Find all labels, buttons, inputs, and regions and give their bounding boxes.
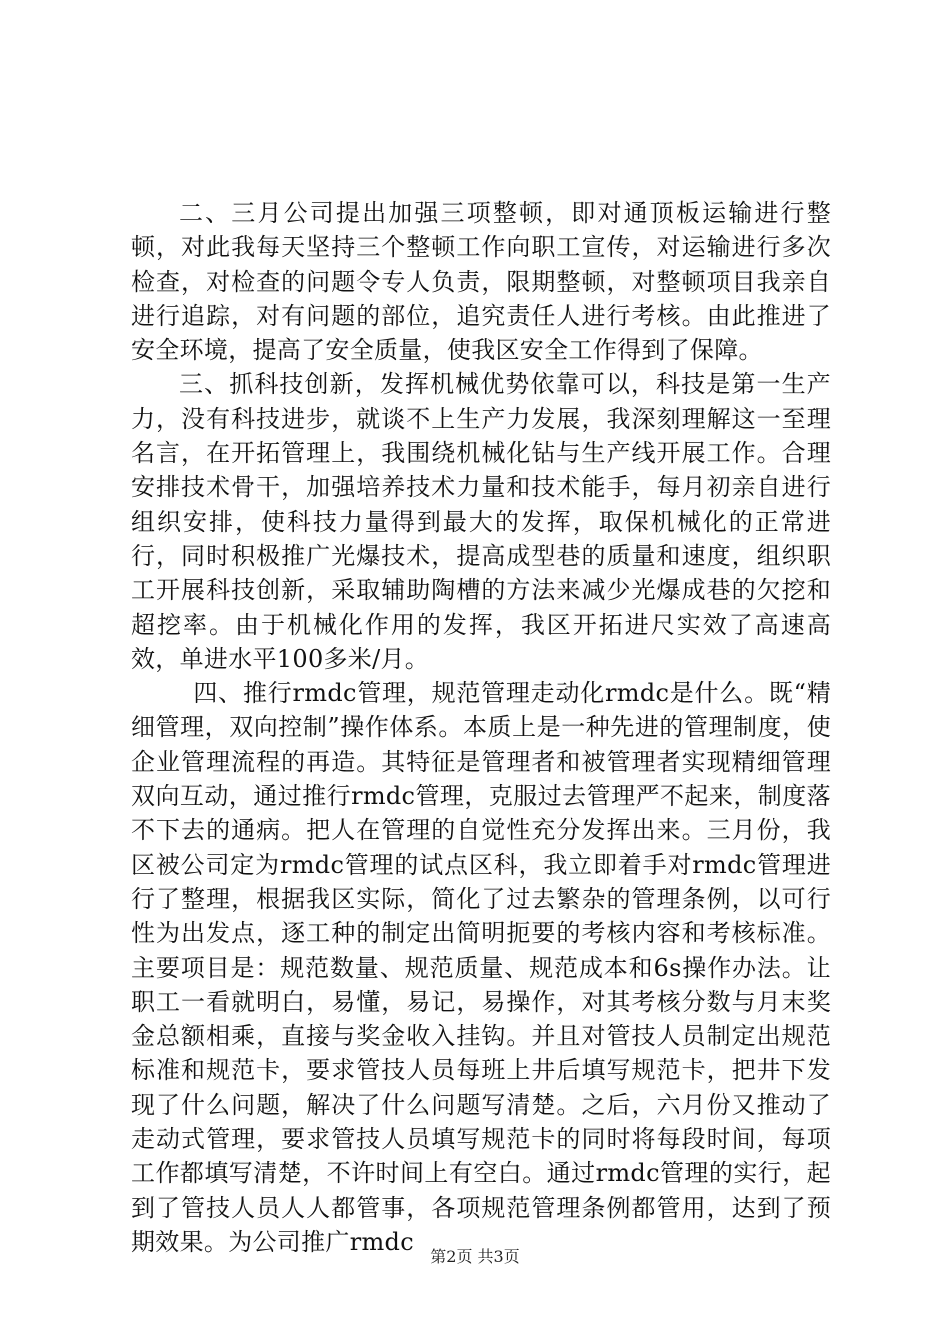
paragraph-rmdc-management: 四、推行rmdc管理，规范管理走动化rmdc是什么。既“精细管理，双向控制”操作体系。本质上是一种先进的管理制度，使企业管理流程的再造。其特征是管理者和被管理者实现精细管理双向互动，通过推行rmdc管理，克服过去管理严不起来，制度落不下去的通病。把人在管理的自觉性充分发挥出来。三月份，我区被公司定为rmdc管理的试点区科，我立即着手对rmdc管理进行了整理，根据我区实际，简化了过去繁杂的管理条例，以可行性为出发点，逐工种的制定出简明扼要的考核内容和考核标准。主要项目是：规范数量、规范质量、规范成本和6s操作办法。让职工一看就明白，易懂，易记，易操作，对其考核分数与月末奖金总额相乘，直接与奖金收入挂钩。并且对管技人员制定出规范标准和规范卡，要求管技人员每班上井后填写规范卡，把井下发现了什么问题，解决了什么问题写清楚。之后，六月份又推动了走动式管理，要求管技人员填写规范卡的同时将每段时间，每项工作都填写清楚，不许时间上有空白。通过rmdc管理的实行，起到了管技人员人人都管事，各项规范管理条例都管用，达到了预期效果。为公司推广rmdc bbox=[131, 679, 831, 1256]
paragraph-rectification: 二、三月公司提出加强三项整顿，即对通顶板运输进行整顿，对此我每天坚持三个整顿工作向职工宣传，对运输进行多次检查，对检查的问题令专人负责，限期整顿，对整顿项目我亲自进行追踪，对有问题的部位，追究责任人进行考核。由此推进了安全环境，提高了安全质量，使我区安全工作得到了保障。 bbox=[131, 199, 831, 365]
paragraph-tech-innovation: 三、抓科技创新，发挥机械优势依靠可以，科技是第一生产力，没有科技进步，就谈不上生产力发展，我深刻理解这一至理名言，在开拓管理上，我围绕机械化钻与生产线开展工作。合理安排技术骨干，加强培养技术力量和技术能手，每月初亲自进行组织安排，使科技力量得到最大的发挥，取保机械化的正常进行，同时积极推广光爆技术，提高成型巷的质量和速度，组织职工开展科技创新，采取辅助陶槽的方法来减少光爆成巷的欠挖和超挖率。由于机械化作用的发挥，我区开拓进尺实效了高速高效，单进水平100多米/月。 bbox=[131, 370, 831, 673]
body-text bbox=[131, 196, 831, 1259]
page-number-footer: 第2页 共3页 bbox=[430, 1247, 520, 1266]
